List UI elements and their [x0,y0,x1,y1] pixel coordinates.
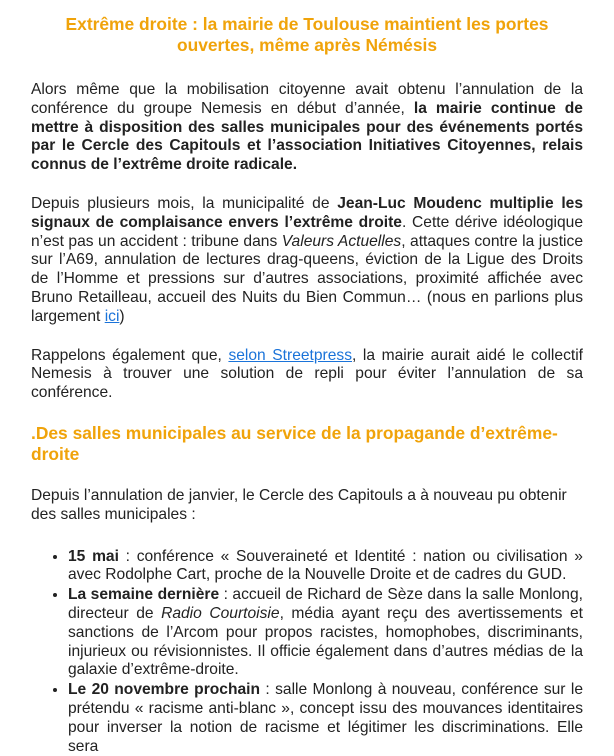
paragraph-municipality-italic: Valeurs Actuelles [281,232,402,250]
paragraph-intro-text: Alors même que la mobilisation citoyenne avait obtenu l’annulation de la conférence du groupe Nemesis en début d’année, [31,81,583,117]
paragraph-municipality-text-1: Depuis plusieurs mois, la municipalité de [31,194,338,212]
list-item [68,585,583,680]
paragraph-streetpress [31,347,583,403]
article-title: Extrême droite : la mairie de Toulouse maintient les portes ouvertes, même après Némésis [65,14,549,55]
paragraph-streetpress-text-2: , la mairie aurait aidé le collectif Nemesis à trouver une solution de repli pour éviter l’annulation de sa conférence. [31,346,583,402]
paragraph-municipality [31,195,583,327]
list-item-italic: Radio Courtoisie [161,604,280,622]
section-heading: .Des salles municipales au service de la propagande d’extrême-droite [31,422,558,464]
ici-link[interactable]: ici [104,307,120,325]
list-item-label: 15 mai [68,547,119,565]
paragraph-intro-emphasis: la mairie continue de mettre à disposition des salles municipales pour des événements portés par le Cercle des Capitouls et l’association Initiatives Citoyennes, relais connus de l’extrême droite radicale. [31,99,583,174]
paragraph-intro [31,81,583,175]
paragraph-municipality-emphasis: Jean-Luc Moudenc multiplie les signaux de complaisance envers l’extrême droite [31,194,583,231]
events-list [31,547,583,756]
list-item-text: : conférence « Souveraineté et Identité : nation ou civilisation » avec Rodolphe Cart, proche de la Nouvelle Droite et de cadres du GUD. [68,547,583,584]
list-item-label: La semaine dernière [68,586,220,604]
list-item-text-2: , média ayant reçu des avertissements et sanctions de l’Arcom pour propos racistes, homophobes, discriminants, injurieux ou révisionnistes. Il officie également dans d’autres médias de la galaxie d’extrême-droite. [68,604,584,679]
streetpress-link[interactable]: selon Streetpress [228,346,353,364]
list-item [68,680,583,756]
paragraph-municipality-text-2: . Cette dérive idéologique n’est pas un accident : tribune dans [31,213,583,250]
list-item [68,547,583,586]
paragraph-municipality-text-3: , attaques contre la justice sur l’A69, annulation de lectures drag-queens, éviction de la Ligue des Droits de l’Homme et pressions sur d’autres associations, proximité affichée avec Bruno Retailleau, accueil des Nuits du Bien Commun… (nous en parlions plus largement [31,232,583,325]
list-item-label: Le 20 novembre prochain [68,681,261,699]
list-item-text: : salle Monlong à nouveau, conférence sur le prétendu « racisme anti-blanc », concept issu des mouvances identitaires pour inverser la notion de racisme et légitimer les discriminations. Elle sera [68,681,583,755]
paragraph-rooms: Depuis l’annulation de janvier, le Cercle des Capitouls a à nouveau pu obtenir des salles municipales : [31,486,567,523]
list-item-text: : accueil de Richard de Sèze dans la salle Monlong, directeur de [68,586,583,622]
paragraph-municipality-text-4: ) [119,307,125,325]
paragraph-streetpress-text-1: Rappelons également que, [31,346,229,364]
article [0,14,614,755]
